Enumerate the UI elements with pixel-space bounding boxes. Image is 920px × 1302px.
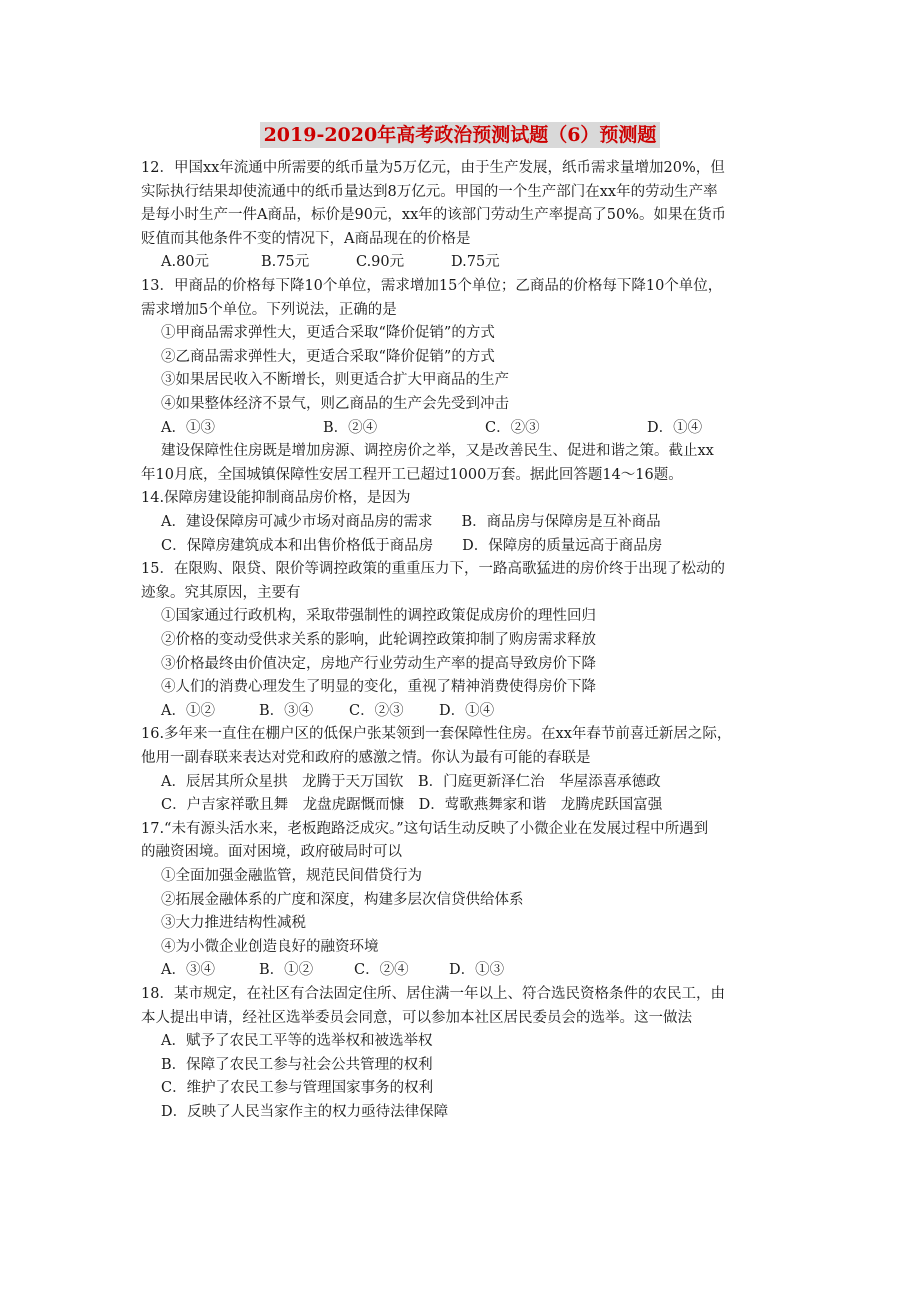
answer-option: D.75元 <box>451 254 500 271</box>
text-line: ④为小微企业创造良好的融资环境 <box>161 938 379 955</box>
text-line: 实际执行结果却使流通中的纸币量达到8万亿元。甲国的一个生产部门在xx年的劳动生产率 <box>141 183 718 200</box>
text-line: A．辰居其所众星拱 龙腾于天万国钦 B．门庭更新泽仁治 华屋添喜承德政 <box>161 773 661 790</box>
text-line: B．保障了农民工参与社会公共管理的权利 <box>161 1056 433 1073</box>
text-line: ②乙商品需求弹性大，更适合采取“降价促销”的方式 <box>161 348 495 365</box>
answer-option: D．①③ <box>449 962 505 979</box>
text-line: D．反映了人民当家作主的权力亟待法律保障 <box>161 1104 449 1120</box>
answer-option: A．①③ <box>161 419 215 436</box>
text-line: 13．甲商品的价格每下降10个单位，需求增加15个单位；乙商品的价格每下降10个单位， <box>141 278 723 294</box>
text-line: 12．甲国xx年流通中所需要的纸币量为5万亿元，由于生产发展，纸币需求量增加20%，但 <box>141 160 725 176</box>
answer-option: A．①② <box>161 702 215 719</box>
text-line: ②拓展金融体系的广度和深度，构建多层次信贷供给体系 <box>161 891 524 908</box>
text-line: 本人提出申请，经社区选举委员会同意，可以参加本社区居民委员会的选举。这一做法 <box>141 1009 692 1026</box>
text-line: 建设保障性住房既是增加房源、调控房价之举，又是改善民生、促进和谐之策。截止xx <box>161 443 714 460</box>
answer-options-line <box>161 252 546 272</box>
text-line: 的融资困境。面对困境，政府破局时可以 <box>141 844 402 861</box>
answer-options-line <box>161 701 519 721</box>
answer-option: A．③④ <box>161 962 215 979</box>
answer-option: C．②③ <box>349 702 404 719</box>
text-line: C．保障房建筑成本和出售价格低于商品房 D．保障房的质量远高于商品房 <box>161 537 663 554</box>
text-line: 15．在限购、限贷、限价等调控政策的重重压力下，一路高歌猛进的房价终于出现了松动的 <box>141 561 725 578</box>
answer-options-line <box>161 418 747 438</box>
text-line: 是每小时生产一件A商品，标价是90元，xx年的该部门劳动生产率提高了50%。如果在货币 <box>141 207 727 224</box>
text-line: A．赋予了农民工平等的选举权和被选举权 <box>161 1033 433 1050</box>
answer-option: D．①④ <box>439 702 495 719</box>
text-line: 14.保障房建设能抑制商品房价格，是因为 <box>141 490 411 507</box>
text-line: ④如果整体经济不景气，则乙商品的生产会先受到冲击 <box>161 396 509 412</box>
answer-option: B．①② <box>259 962 314 979</box>
text-line: 需求增加5个单位。下列说法，正确的是 <box>141 301 397 318</box>
answer-option: B．②④ <box>323 419 378 436</box>
text-line: ③如果居民收入不断增长，则更适合扩大甲商品的生产 <box>161 372 509 389</box>
answer-option: D．①④ <box>647 419 703 436</box>
text-line: ④人们的消费心理发生了明显的变化，重视了精神消费使得房价下降 <box>161 679 596 696</box>
text-line: 17.“未有源头活水来，老板跑路泛成灾。”这句话生动反映了小微企业在发展过程中所遇到 <box>141 820 709 837</box>
answer-option: C．②③ <box>485 419 540 436</box>
text-line: ②价格的变动受供求关系的影响，此轮调控政策抑制了购房需求释放 <box>161 632 596 648</box>
answer-option: C．②④ <box>354 962 409 979</box>
text-line: ①国家通过行政机构，采取带强制性的调控政策促成房价的理性回归 <box>161 608 596 625</box>
text-line: A．建设保障房可减少市场对商品房的需求 B．商品房与保障房是互补商品 <box>161 514 661 530</box>
text-line: ①甲商品需求弹性大，更适合采取“降价促销”的方式 <box>161 325 495 342</box>
text-line: 贬值而其他条件不变的情况下，A商品现在的价格是 <box>141 230 471 247</box>
text-line: 他用一副春联来表达对党和政府的感激之情。你认为最有可能的春联是 <box>141 750 591 766</box>
text-line: ③价格最终由价值决定，房地产行业劳动生产率的提高导致房价下降 <box>161 655 596 672</box>
answer-options-line <box>161 960 529 980</box>
text-line: C．户吉家祥歌且舞 龙盘虎踞慨而慷 D．莺歌燕舞家和谐 龙腾虎跃国富强 <box>161 797 663 814</box>
answer-option: C.90元 <box>356 254 405 271</box>
text-line: 迹象。究其原因，主要有 <box>141 584 301 601</box>
answer-option: B.75元 <box>261 254 310 271</box>
text-line: 18．某市规定，在社区有合法固定住所、居住满一年以上、符合选民资格条件的农民工，由 <box>141 986 725 1002</box>
page-title: 2019-2020年高考政治预测试题（6）预测题 <box>0 120 920 147</box>
answer-option: B．③④ <box>259 702 314 719</box>
answer-option: A.80元 <box>161 254 210 271</box>
text-line: C．维护了农民工参与管理国家事务的权利 <box>161 1080 434 1097</box>
text-line: ①全面加强金融监管，规范民间借贷行为 <box>161 868 422 884</box>
text-line: ③大力推进结构性减税 <box>161 915 306 932</box>
text-line: 年10月底，全国城镇保障性安居工程开工已超过1000万套。据此回答题14～16题。 <box>141 466 683 483</box>
text-line: 16.多年来一直住在棚户区的低保户张某领到一套保障性住房。在xx年春节前喜迁新居之际， <box>141 726 732 743</box>
